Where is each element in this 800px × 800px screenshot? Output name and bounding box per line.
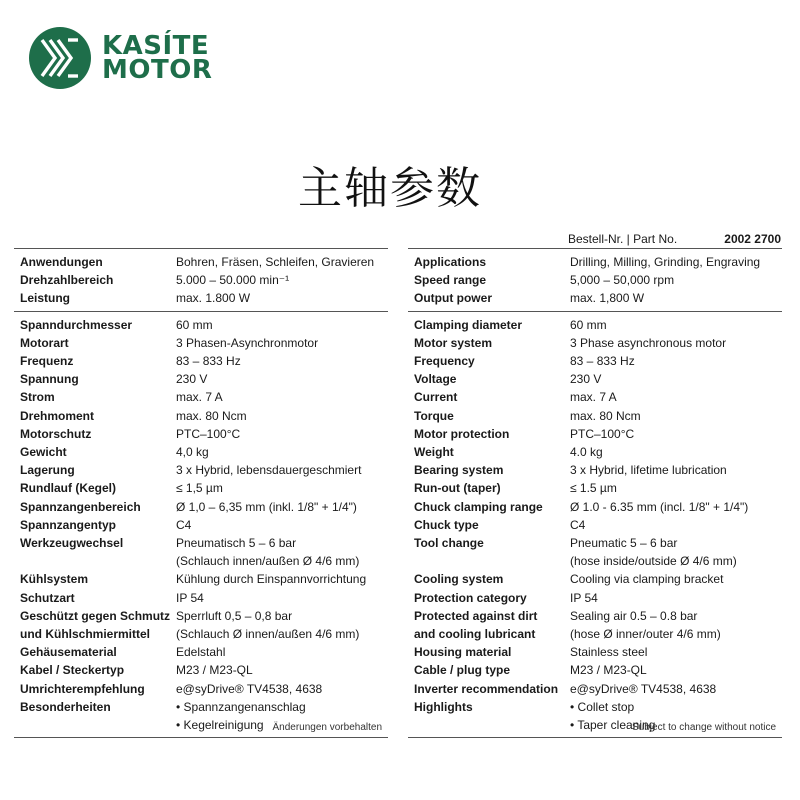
spec-label bbox=[14, 352, 176, 370]
spec-value bbox=[570, 407, 782, 425]
brand-logo bbox=[28, 26, 238, 90]
spec-value bbox=[176, 680, 388, 698]
spec-row bbox=[14, 570, 388, 588]
spec-value-line: PTC–100°C bbox=[570, 426, 635, 441]
spec-value bbox=[176, 407, 388, 425]
spec-label-line: Chuck clamping range bbox=[414, 499, 543, 514]
spec-label bbox=[14, 680, 176, 698]
spec-label bbox=[14, 370, 176, 388]
spec-value bbox=[176, 334, 388, 352]
table-bottom-rule bbox=[408, 737, 782, 738]
spec-label bbox=[14, 534, 176, 570]
spec-label bbox=[14, 407, 176, 425]
spec-value-line: Cooling via clamping bracket bbox=[570, 572, 724, 587]
spec-value-line: PTC–100°C bbox=[176, 426, 241, 441]
spec-label-line: Motor protection bbox=[414, 426, 510, 441]
spec-label bbox=[408, 661, 570, 679]
spec-row bbox=[14, 680, 388, 698]
spec-value-line: • Kegelreinigung bbox=[176, 718, 264, 733]
spec-label bbox=[408, 680, 570, 698]
brand-line1: KASÍTE bbox=[102, 31, 210, 61]
spec-row bbox=[14, 607, 388, 643]
spec-label bbox=[408, 370, 570, 388]
spec-row bbox=[408, 425, 782, 443]
spec-label-line: Protected against dirt bbox=[414, 608, 538, 623]
spec-value bbox=[176, 570, 388, 588]
spec-label-line: Strom bbox=[20, 390, 55, 405]
spec-value-line: • Spannzangenanschlag bbox=[176, 699, 306, 714]
spec-value bbox=[570, 516, 782, 534]
spec-value bbox=[570, 271, 782, 289]
brand-wordmark bbox=[102, 31, 213, 85]
spec-row bbox=[408, 352, 782, 370]
spec-value-line: 5,000 – 50,000 rpm bbox=[570, 273, 675, 288]
spec-value-line: 3 Phasen-Asynchronmotor bbox=[176, 335, 319, 350]
spec-value bbox=[176, 516, 388, 534]
spec-label bbox=[408, 589, 570, 607]
spec-row bbox=[14, 425, 388, 443]
spec-row bbox=[14, 498, 388, 516]
spec-label bbox=[408, 643, 570, 661]
spec-row bbox=[14, 253, 388, 271]
spec-value-line: e@syDrive® TV4538, 4638 bbox=[570, 681, 717, 696]
spec-value bbox=[176, 607, 388, 643]
spec-value-line: max. 80 Ncm bbox=[570, 408, 641, 423]
spec-row bbox=[14, 479, 388, 497]
spec-label-line: Spanndurchmesser bbox=[20, 317, 133, 332]
spec-label-line: Protection category bbox=[414, 590, 527, 605]
page-title: 主轴参数 bbox=[298, 163, 482, 214]
spec-value bbox=[570, 461, 782, 479]
spec-value-line: 3 x Hybrid, lifetime lubrication bbox=[570, 463, 727, 478]
spec-label bbox=[14, 498, 176, 516]
spec-label-line: Kabel / Steckertyp bbox=[20, 663, 125, 678]
spec-value-line: • Collet stop bbox=[570, 699, 635, 714]
spec-label bbox=[14, 516, 176, 534]
spec-value bbox=[176, 289, 388, 307]
spec-label bbox=[14, 570, 176, 588]
spec-row bbox=[14, 316, 388, 334]
spec-value-line: Drilling, Milling, Grinding, Engraving bbox=[570, 255, 761, 269]
spec-row bbox=[14, 516, 388, 534]
kasite-k-roundel-icon bbox=[28, 26, 92, 90]
spec-label bbox=[14, 253, 176, 271]
spec-row bbox=[14, 407, 388, 425]
spec-value bbox=[176, 316, 388, 334]
spec-label-line: Speed range bbox=[414, 273, 487, 288]
spec-row bbox=[408, 407, 782, 425]
spec-label bbox=[408, 316, 570, 334]
spec-value-line: M23 / M23-QL bbox=[176, 663, 253, 678]
spec-label bbox=[408, 607, 570, 643]
spec-label bbox=[408, 570, 570, 588]
spec-label-line: Output power bbox=[414, 291, 492, 306]
spec-value bbox=[176, 271, 388, 289]
spec-label bbox=[408, 352, 570, 370]
spec-label bbox=[408, 516, 570, 534]
spec-row bbox=[408, 516, 782, 534]
spec-label-line: und Kühlschmiermittel bbox=[20, 627, 151, 642]
spec-value-line: Pneumatisch 5 – 6 bar bbox=[176, 536, 297, 551]
spec-value-line: Ø 1.0 - 6.35 mm (incl. 1/8" + 1/4") bbox=[570, 499, 749, 514]
spec-row bbox=[408, 589, 782, 607]
spec-value bbox=[570, 370, 782, 388]
spec-value bbox=[570, 425, 782, 443]
part-number-label: Bestell-Nr. | Part No. bbox=[568, 232, 678, 246]
spec-value bbox=[570, 352, 782, 370]
spec-label bbox=[14, 661, 176, 679]
spec-label-line: Tool change bbox=[414, 536, 484, 551]
spec-row bbox=[14, 352, 388, 370]
spec-row bbox=[408, 388, 782, 406]
spec-value-line: max. 1,800 W bbox=[570, 291, 645, 306]
spec-value-line: • Taper cleaning bbox=[570, 718, 656, 733]
spec-label-line: Umrichterempfehlung bbox=[20, 681, 145, 696]
spec-value-line: Stainless steel bbox=[570, 645, 648, 660]
spec-value bbox=[176, 443, 388, 461]
spec-label bbox=[408, 334, 570, 352]
spec-label-line: Spannung bbox=[20, 372, 79, 387]
spec-row bbox=[14, 388, 388, 406]
spec-value-line: M23 / M23-QL bbox=[570, 663, 647, 678]
spec-row bbox=[408, 289, 782, 307]
spec-row bbox=[14, 461, 388, 479]
spec-value bbox=[570, 589, 782, 607]
spec-value bbox=[176, 388, 388, 406]
spec-row bbox=[408, 643, 782, 661]
spec-label-line: Kühlsystem bbox=[20, 572, 89, 587]
spec-label bbox=[14, 479, 176, 497]
change-notice-english: Subject to change without notice bbox=[632, 722, 776, 733]
spec-value-line: ≤ 1.5 µm bbox=[570, 481, 617, 496]
spec-row bbox=[14, 334, 388, 352]
spec-value bbox=[176, 479, 388, 497]
spec-label-line: Frequency bbox=[414, 354, 475, 369]
spec-label-line: Weight bbox=[414, 445, 454, 460]
spec-label bbox=[14, 698, 176, 734]
spec-label bbox=[14, 643, 176, 661]
spec-row bbox=[408, 680, 782, 698]
spec-value-line: Pneumatic 5 – 6 bar bbox=[570, 536, 678, 551]
spec-row bbox=[408, 498, 782, 516]
spec-label-line: Gehäusematerial bbox=[20, 645, 117, 660]
spec-value bbox=[570, 289, 782, 307]
spec-label-line: Motor system bbox=[414, 335, 493, 350]
spec-label-line: Torque bbox=[414, 408, 454, 423]
spec-value bbox=[570, 570, 782, 588]
spec-value-line: 230 V bbox=[570, 372, 602, 387]
spec-value-line: (Schlauch Ø innen/außen 4/6 mm) bbox=[176, 627, 360, 642]
part-number-value: 2002 2700 bbox=[724, 232, 781, 246]
spec-value bbox=[176, 643, 388, 661]
spec-value bbox=[570, 388, 782, 406]
spec-value-line: 5.000 – 50.000 min⁻¹ bbox=[176, 273, 290, 288]
spec-label bbox=[14, 316, 176, 334]
spec-label bbox=[14, 271, 176, 289]
spec-value-line: C4 bbox=[176, 517, 192, 532]
spec-value-line: C4 bbox=[570, 517, 586, 532]
spec-value-line: IP 54 bbox=[176, 590, 204, 605]
spec-value-line: e@syDrive® TV4538, 4638 bbox=[176, 681, 323, 696]
spec-label-line: Housing material bbox=[414, 645, 512, 660]
spec-label bbox=[408, 534, 570, 570]
spec-value-line: max. 7 A bbox=[570, 390, 617, 405]
spec-value-line: 230 V bbox=[176, 372, 208, 387]
spec-table-german bbox=[14, 248, 388, 738]
change-notice-german: Änderungen vorbehalten bbox=[272, 722, 382, 733]
spec-value bbox=[570, 607, 782, 643]
spec-label-line: Current bbox=[414, 390, 458, 405]
spec-label-line: Drehmoment bbox=[20, 408, 95, 423]
spec-value-line: (hose inside/outside Ø 4/6 mm) bbox=[570, 554, 737, 569]
spec-value bbox=[176, 253, 388, 271]
spec-value-line: 3 Phase asynchronous motor bbox=[570, 335, 727, 350]
spec-label-line: Werkzeugwechsel bbox=[20, 536, 124, 551]
spec-row bbox=[14, 370, 388, 388]
spec-value-line: Edelstahl bbox=[176, 645, 226, 660]
spec-value bbox=[570, 479, 782, 497]
spec-row bbox=[14, 289, 388, 307]
spec-label-line: Gewicht bbox=[20, 445, 67, 460]
spec-label-line: Spannzangentyp bbox=[20, 517, 117, 532]
spec-value-line: max. 80 Ncm bbox=[176, 408, 247, 423]
spec-value-line: (Schlauch innen/außen Ø 4/6 mm) bbox=[176, 554, 360, 569]
spec-value-line: 83 – 833 Hz bbox=[176, 354, 241, 369]
spec-row bbox=[408, 370, 782, 388]
spec-value bbox=[570, 334, 782, 352]
spec-label bbox=[14, 589, 176, 607]
spec-label-line: Spannzangenbereich bbox=[20, 499, 141, 514]
spec-label-line: Cable / plug type bbox=[414, 663, 511, 678]
spec-label-line: Run-out (taper) bbox=[414, 481, 501, 496]
spec-value-line: max. 7 A bbox=[176, 390, 223, 405]
brand-line2: MOTOR bbox=[102, 55, 213, 85]
spec-row bbox=[14, 661, 388, 679]
spec-value-line: Ø 1,0 – 6,35 mm (inkl. 1/8" + 1/4") bbox=[176, 499, 357, 514]
spec-label-line: Drehzahlbereich bbox=[20, 273, 114, 288]
spec-label bbox=[408, 407, 570, 425]
spec-label bbox=[408, 271, 570, 289]
spec-row bbox=[408, 316, 782, 334]
spec-value-line: 4.0 kg bbox=[570, 445, 603, 460]
spec-row bbox=[408, 253, 782, 271]
spec-label bbox=[14, 443, 176, 461]
spec-row bbox=[408, 661, 782, 679]
spec-row bbox=[14, 643, 388, 661]
spec-label bbox=[408, 698, 570, 734]
spec-value bbox=[176, 498, 388, 516]
spec-value-line: (hose Ø inner/outer 4/6 mm) bbox=[570, 627, 721, 642]
spec-row bbox=[408, 534, 782, 570]
spec-row bbox=[408, 479, 782, 497]
spec-label bbox=[408, 498, 570, 516]
spec-label bbox=[408, 479, 570, 497]
spec-label-line: Frequenz bbox=[20, 354, 74, 369]
spec-value-line: 60 mm bbox=[570, 317, 607, 332]
spec-value bbox=[176, 534, 388, 570]
spec-label-line: Applications bbox=[414, 255, 487, 269]
spec-label bbox=[408, 388, 570, 406]
spec-value bbox=[176, 352, 388, 370]
spec-row bbox=[14, 271, 388, 289]
spec-label-line: Highlights bbox=[414, 699, 473, 714]
spec-label bbox=[14, 461, 176, 479]
spec-value bbox=[176, 425, 388, 443]
spec-label-line: Voltage bbox=[414, 372, 457, 387]
spec-value bbox=[570, 443, 782, 461]
spec-value-line: ≤ 1,5 µm bbox=[176, 481, 223, 496]
spec-value-line: max. 1.800 W bbox=[176, 291, 251, 306]
spec-section bbox=[14, 311, 388, 738]
spec-label-line: Besonderheiten bbox=[20, 699, 111, 714]
spec-value-line: 4,0 kg bbox=[176, 445, 209, 460]
spec-value bbox=[570, 534, 782, 570]
spec-label-line: Geschützt gegen Schmutz bbox=[20, 608, 171, 623]
spec-label-line: Inverter recommendation bbox=[414, 681, 559, 696]
spec-label bbox=[14, 607, 176, 643]
spec-value bbox=[570, 661, 782, 679]
spec-value bbox=[570, 253, 782, 271]
spec-table-english bbox=[408, 248, 782, 738]
spec-label-line: Clamping diameter bbox=[414, 317, 523, 332]
spec-value-line: Sperrluft 0,5 – 0,8 bar bbox=[176, 608, 293, 623]
spec-label-line: Schutzart bbox=[20, 590, 75, 605]
spec-label bbox=[408, 425, 570, 443]
spec-row bbox=[408, 570, 782, 588]
spec-value-line: 83 – 833 Hz bbox=[570, 354, 635, 369]
spec-value bbox=[570, 680, 782, 698]
spec-label-line: Leistung bbox=[20, 291, 70, 306]
spec-row bbox=[408, 607, 782, 643]
spec-row bbox=[14, 443, 388, 461]
spec-label-line: and cooling lubricant bbox=[414, 627, 536, 642]
spec-label-line: Chuck type bbox=[414, 517, 479, 532]
spec-label-line: Cooling system bbox=[414, 572, 504, 587]
spec-value-line: Bohren, Fräsen, Schleifen, Gravieren bbox=[176, 255, 375, 269]
spec-label bbox=[14, 289, 176, 307]
spec-label-line: Anwendungen bbox=[20, 255, 103, 269]
spec-row bbox=[408, 461, 782, 479]
spec-label bbox=[14, 425, 176, 443]
spec-label bbox=[408, 443, 570, 461]
spec-row bbox=[408, 443, 782, 461]
spec-row bbox=[14, 589, 388, 607]
spec-label bbox=[408, 253, 570, 271]
spec-value bbox=[176, 370, 388, 388]
spec-value-line: 3 x Hybrid, lebensdauergeschmiert bbox=[176, 463, 362, 478]
spec-value-line: Sealing air 0.5 – 0.8 bar bbox=[570, 608, 698, 623]
spec-section bbox=[408, 248, 782, 311]
spec-value bbox=[570, 643, 782, 661]
table-bottom-rule bbox=[14, 737, 388, 738]
spec-row bbox=[408, 271, 782, 289]
spec-value bbox=[176, 461, 388, 479]
spec-label bbox=[14, 334, 176, 352]
spec-value-line: 60 mm bbox=[176, 317, 213, 332]
spec-label-line: Motorschutz bbox=[20, 426, 92, 441]
spec-label-line: Lagerung bbox=[20, 463, 75, 478]
spec-section bbox=[14, 248, 388, 311]
spec-label bbox=[408, 461, 570, 479]
spec-label bbox=[14, 388, 176, 406]
spec-value bbox=[176, 661, 388, 679]
spec-row bbox=[14, 534, 388, 570]
spec-label-line: Rundlauf (Kegel) bbox=[20, 481, 116, 496]
spec-value bbox=[570, 316, 782, 334]
spec-value-line: Kühlung durch Einspannvorrichtung bbox=[176, 572, 367, 587]
spec-label-line: Bearing system bbox=[414, 463, 504, 478]
spec-row bbox=[408, 334, 782, 352]
spec-value bbox=[176, 589, 388, 607]
spec-section bbox=[408, 311, 782, 738]
spec-label bbox=[408, 289, 570, 307]
spec-label-line: Motorart bbox=[20, 335, 69, 350]
spec-value bbox=[570, 498, 782, 516]
spec-value-line: IP 54 bbox=[570, 590, 598, 605]
